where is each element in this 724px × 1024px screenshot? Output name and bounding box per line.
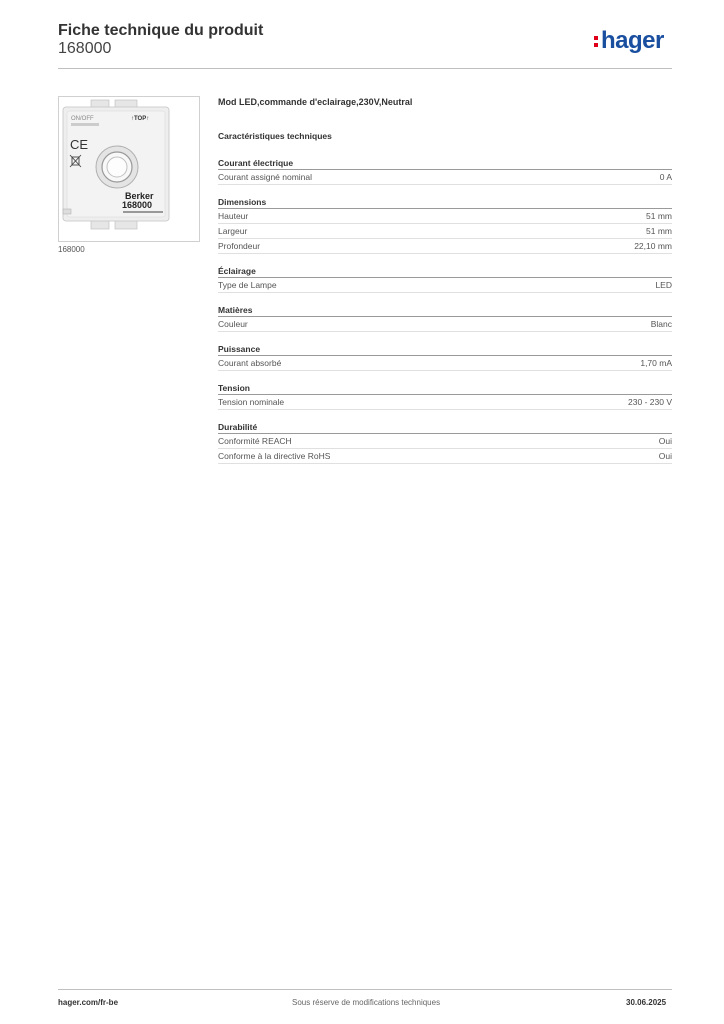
spec-value: 22,10 mm (634, 241, 672, 251)
spec-label: Courant absorbé (218, 358, 282, 368)
spec-section-title: Matières (218, 304, 672, 317)
spec-label: Courant assigné nominal (218, 172, 313, 182)
spec-value: 51 mm (646, 226, 672, 236)
spec-value: 1,70 mA (640, 358, 672, 368)
hager-logo (594, 27, 664, 55)
technical-specs (218, 131, 672, 475)
spec-value: Blanc (650, 319, 672, 329)
ce-mark: CE (70, 137, 89, 152)
spec-label: Conformité REACH (218, 436, 292, 446)
footer-divider (58, 989, 672, 990)
spec-section (218, 421, 672, 464)
spec-section-title: Puissance (218, 343, 672, 356)
spec-label: Tension nominale (218, 397, 285, 407)
spec-label: Type de Lampe (218, 280, 277, 290)
spec-label: Couleur (218, 319, 248, 329)
footer-notice: Sous réserve de modifications techniques (292, 998, 441, 1007)
spec-section-title: Éclairage (218, 265, 672, 278)
footer-date: 30.06.2025 (626, 998, 667, 1007)
brand-label: Berker (125, 191, 154, 201)
on-off-label: ON/OFF (71, 116, 94, 122)
spec-value: 230 - 230 V (628, 397, 672, 407)
spec-label: Conforme à la directive RoHS (218, 451, 331, 461)
spec-section (218, 343, 672, 371)
spec-row (218, 278, 672, 293)
spec-row (218, 434, 672, 449)
spec-value: Oui (658, 436, 672, 446)
spec-section-title: Tension (218, 382, 672, 395)
footer-url[interactable]: hager.com/fr-be (58, 998, 119, 1007)
specs-title: Caractéristiques techniques (218, 131, 332, 141)
spec-value: LED (655, 280, 672, 290)
spec-section (218, 382, 672, 410)
spec-row (218, 395, 672, 410)
product-description: Mod LED,commande d'eclairage,230V,Neutral (218, 97, 413, 107)
spec-section (218, 304, 672, 332)
product-photo-icon (59, 97, 199, 241)
model-label: 168000 (122, 200, 153, 210)
spec-row (218, 449, 672, 464)
spec-row (218, 317, 672, 332)
logo-text: hager (601, 27, 664, 54)
image-caption: 168000 (58, 245, 85, 254)
header-divider (58, 68, 672, 69)
spec-section-title: Durabilité (218, 421, 672, 434)
spec-value: 51 mm (646, 211, 672, 221)
product-image (58, 96, 200, 242)
spec-section-title: Courant électrique (218, 157, 672, 170)
spec-row (218, 170, 672, 185)
product-number: 168000 (58, 40, 112, 57)
spec-value: 0 A (659, 172, 672, 182)
top-label: ↑TOP↑ (131, 116, 150, 122)
logo-dots-icon (594, 33, 599, 50)
spec-section-title: Dimensions (218, 196, 672, 209)
spec-label: Largeur (218, 226, 248, 236)
spec-row (218, 224, 672, 239)
spec-row (218, 209, 672, 224)
spec-label: Profondeur (218, 241, 261, 251)
spec-section (218, 196, 672, 254)
page-title: Fiche technique du produit (58, 22, 264, 39)
spec-row (218, 239, 672, 254)
spec-row (218, 356, 672, 371)
spec-section (218, 157, 672, 185)
spec-label: Hauteur (218, 211, 249, 221)
spec-value: Oui (658, 451, 672, 461)
spec-section (218, 265, 672, 293)
